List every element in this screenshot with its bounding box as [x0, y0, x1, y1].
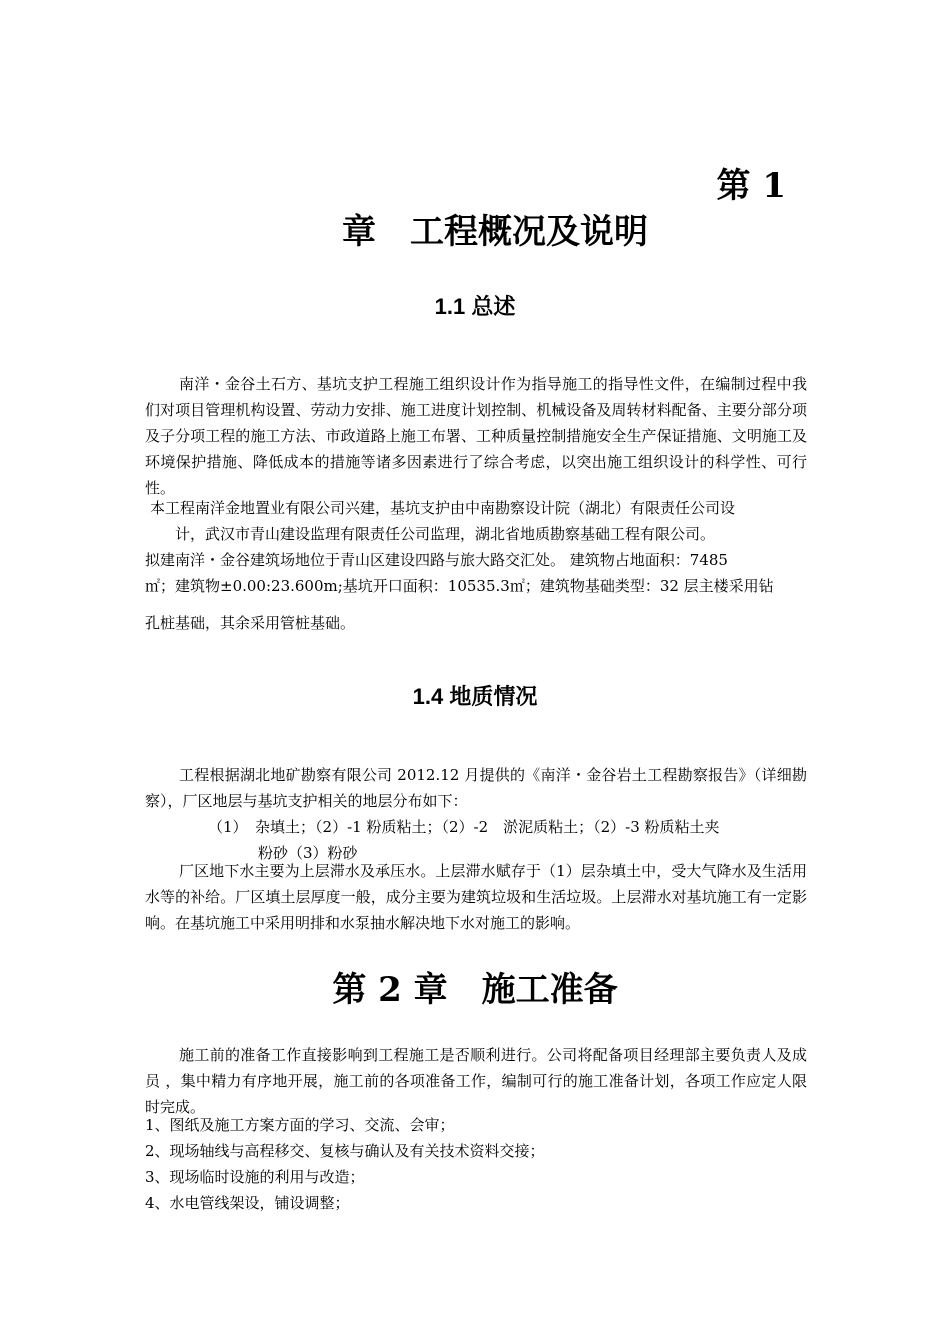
section-1-4-layers-line2: 粉砂（3）粉砂 [258, 844, 358, 862]
section-1-4-heading: 1.4 地质情况 [412, 684, 538, 709]
section-1-1-paragraph-parties-line1: 本工程南洋金地置业有限公司兴建，基坑支护由中南勘察设计院（湖北）有限责任公司设 [150, 499, 736, 517]
list-item: 3、现场临时设施的利用与改造； [145, 1168, 365, 1186]
section-1-1-paragraph-site-line3: 孔桩基础，其余采用管桩基础。 [145, 614, 356, 632]
chapter-2-intro-paragraph: 施工前的准备工作直接影响到工程施工是否顺利进行。公司将配备项目经理部主要负责人及成员 ，集中精力有序地开展，施工前的各项准备工作，编制可行的施工准备计划，各项工作应定人限时完成。 [145, 1046, 807, 1116]
chapter-2-title: 第 2 章 施工准备 [332, 970, 618, 1010]
section-1-1-paragraph-parties-line2: 计，武汉市青山建设监理有限责任公司监理，湖北省地质勘察基础工程有限公司。 [175, 525, 716, 543]
section-1-1-heading: 1.1 总述 [434, 294, 516, 319]
section-1-4-paragraph-report: 工程根据湖北地矿勘察有限公司 2012.12 月提供的《南洋・金谷岩土工程勘察报告》（详细勘察），厂区地层与基坑支护相关的地层分布如下： [145, 766, 807, 810]
section-1-1-paragraph-overview: 南洋・金谷土石方、基坑支护工程施工组织设计作为指导施工的指导性文件，在编制过程中我们对项目管理机构设置、劳动力安排、施工进度计划控制、机械设备及周转材料配备、主要分部分项及子分项工程的施工方法、市政道路上施工布署、工种质量控制措施安全生产保证措施、文明施工及环境保护措施、降低成本的措施等诸多因素进行了综合考虑，以突出施工组织设计的科学性、可行性。 [145, 375, 807, 497]
list-item: 4、水电管线架设，铺设调整； [145, 1194, 350, 1212]
section-1-1-paragraph-site-line1: 拟建南洋・金谷建筑场地位于青山区建设四路与旅大路交汇处。 建筑物占地面积：7485 [145, 551, 728, 569]
list-item: 1、图纸及施工方案方面的学习、交流、会审； [145, 1116, 455, 1134]
chapter-1-title: 章 工程概况及说明 [342, 212, 648, 252]
section-1-4-paragraph-groundwater: 厂区地下水主要为上层滞水及承压水。上层滞水赋存于（1）层杂填土中，受大气降水及生活用水等的补给。厂区填土层厚度一般，成分主要为建筑垃圾和生活垃圾。上层滞水对基坑施工有一定影响。在基坑施工中采用明排和水泵抽水解决地下水对施工的影响。 [145, 862, 807, 932]
section-1-4-layers-line1: （1） 杂填土；（2）-1 粉质粘土；（2）-2 淤泥质粘土；（2）-3 粉质粘土夹 [208, 818, 720, 836]
section-1-1-paragraph-site-line2: ㎡；建筑物±0.00:23.600m;基坑开口面积：10535.3㎡；建筑物基础类型：32 层主楼采用钻 [145, 577, 774, 595]
chapter-1-title-number: 第 1 [716, 166, 786, 206]
list-item: 2、现场轴线与高程移交、复核与确认及有关技术资料交接； [145, 1142, 545, 1160]
